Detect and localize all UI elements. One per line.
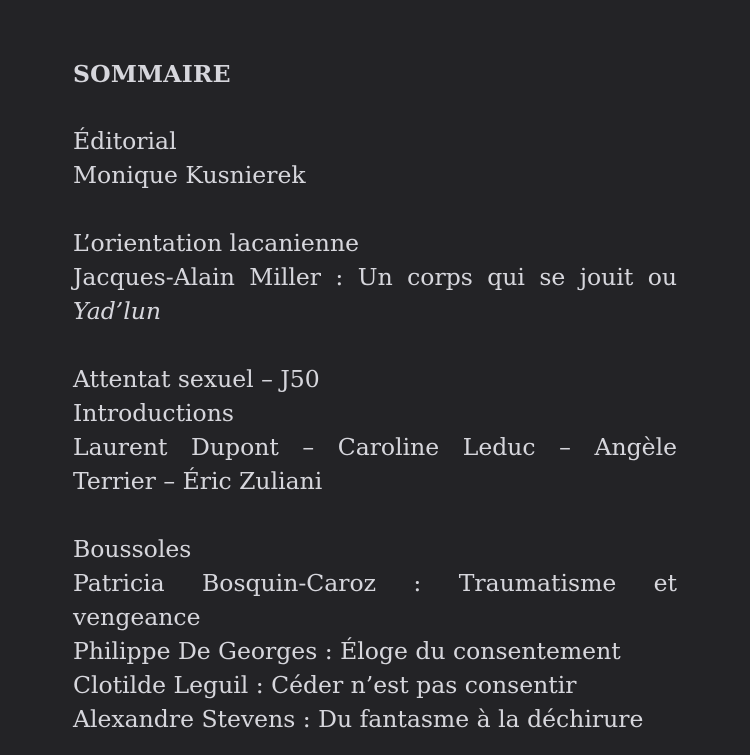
section-attentat [73, 362, 677, 498]
list-item: Philippe De Georges : Éloge du consentement [73, 637, 621, 665]
list-item: Alexandre Stevens : Du fantasme à la déchirure [73, 705, 644, 733]
entry-italic-title [73, 294, 677, 328]
list-item: Clotilde Leguil : Céder n’est pas consentir [73, 671, 577, 699]
section-subheading: Introductions [73, 399, 234, 427]
table-of-contents [73, 57, 677, 755]
section-heading: Boussoles [73, 535, 192, 563]
section-orientation [73, 226, 677, 328]
section-heading: L’orientation lacanienne [73, 229, 359, 257]
toc-title: SOMMAIRE [73, 60, 231, 88]
entry-text: Jacques-Alain Miller : Un corps qui se jouit ou [73, 263, 677, 291]
list-item: Patricia Bosquin-Caroz : Traumatisme et [73, 569, 677, 597]
section-heading: Éditorial [73, 127, 177, 155]
author-name: Monique Kusnierek [73, 161, 306, 189]
section-heading: Attentat sexuel – J50 [73, 365, 320, 393]
section-editorial [73, 124, 677, 192]
section-boussoles [73, 532, 677, 736]
authors-line: Terrier – Éric Zuliani [73, 467, 323, 495]
italic-title: Yad’lun [73, 297, 161, 325]
authors-line: Laurent Dupont – Caroline Leduc – Angèle [73, 433, 677, 461]
list-item-continuation: vengeance [73, 603, 201, 631]
